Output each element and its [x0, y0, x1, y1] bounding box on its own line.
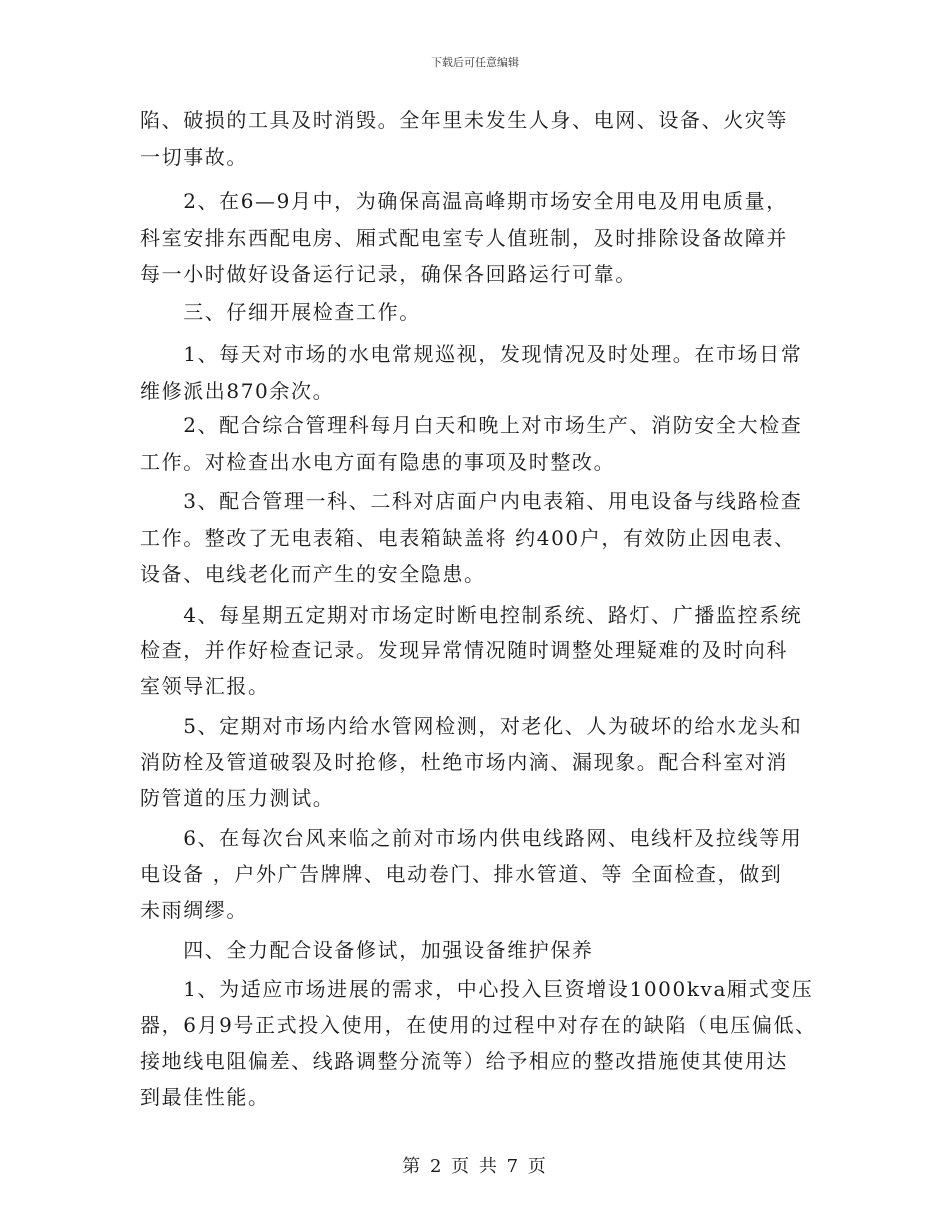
text-line: 接地线电阻偏差、线路调整分流等）给予相应的整改措施使其使用达: [140, 1049, 788, 1073]
text-line: 到最佳性能。: [140, 1085, 270, 1109]
text-line: 器，6月9号正式投入使用，在使用的过程中对存在的缺陷（电压偏低、: [140, 1013, 817, 1037]
text-line: 一切事故。: [140, 145, 248, 169]
text-line: 陷、破损的工具及时消毁。全年里未发生人身、电网、设备、火灾等: [140, 108, 788, 132]
text-line: 6、在每次台风来临之前对市场内供电线路网、电线杆及拉线等用: [140, 826, 803, 850]
text-line: 电设备 ，户外广告牌牌、电动卷门、排水管道、等 全面检查，做到: [140, 862, 783, 886]
text-line: 2、在6—9月中，为确保高温高峰期市场安全用电及用电质量，: [140, 189, 788, 213]
text-line: 3、配合管理一科、二科对店面户内电表箱、用电设备与线路检查: [140, 489, 803, 513]
text-line: 工作。整改了无电表箱、电表箱缺盖将 约400户，有效防止因电表、: [140, 526, 796, 550]
page-number: 第 2 页 共 7 页: [402, 1156, 548, 1177]
section-heading: 三、仔细开展检查工作。: [140, 300, 421, 324]
text-line: 设备、电线老化而产生的安全隐患。: [140, 562, 486, 586]
text-line: 科室安排东西配电房、厢式配电室专人值班制，及时排除设备故障并: [140, 226, 788, 250]
text-line: 检查，并作好检查记录。发现异常情况随时调整处理疑难的及时向科: [140, 638, 788, 662]
page-header: 下载后可任意编辑: [431, 56, 519, 69]
text-line: 1、为适应市场进展的需求，中心投入巨资增设1000kva厢式变压: [140, 977, 814, 1001]
text-line: 5、定期对市场内给水管网检测，对老化、人为破坏的给水龙头和: [140, 714, 803, 738]
text-line: 2、配合综合管理科每月白天和晚上对市场生产、消防安全大检查: [140, 413, 803, 437]
text-line: 维修派出870余次。: [140, 379, 335, 403]
text-line: 未雨绸缪。: [140, 898, 248, 922]
text-line: 每一小时做好设备运行记录，确保各回路运行可靠。: [140, 262, 637, 286]
text-line: 室领导汇报。: [140, 674, 270, 698]
text-line: 4、每星期五定期对市场定时断电控制系统、路灯、广播监控系统: [140, 603, 803, 627]
text-line: 防管道的压力测试。: [140, 786, 335, 810]
section-heading: 四、全力配合设备修试，加强设备维护保养: [140, 938, 594, 962]
text-line: 工作。对检查出水电方面有隐患的事项及时整改。: [140, 450, 616, 474]
text-line: 消防栓及管道破裂及时抢修，杜绝市场内滴、漏现象。配合科室对消: [140, 750, 788, 774]
text-line: 1、每天对市场的水电常规巡视，发现情况及时处理。在市场日常: [140, 342, 803, 366]
